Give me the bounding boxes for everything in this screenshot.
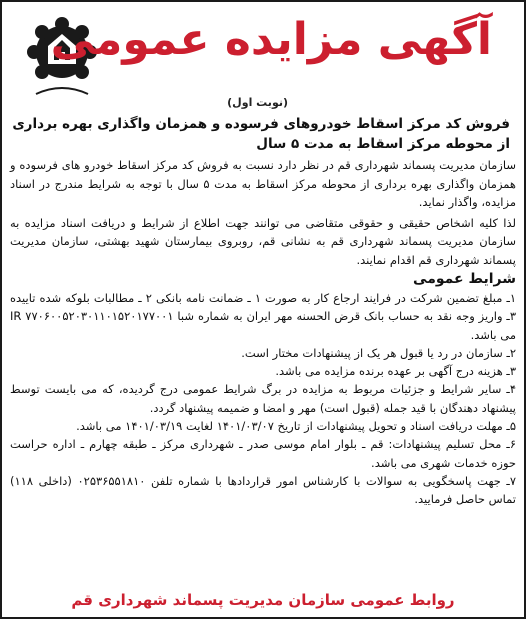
- notice-round: (نوبت اول): [227, 96, 288, 109]
- condition-item-2: ۲ـ سازمان در رد یا قبول هر یک از پیشنهادات مختار است.: [241, 345, 516, 360]
- condition-item-3: ۳ـ هزینه درج آگهی بر عهده برنده مزایده می باشد.: [275, 364, 516, 379]
- condition-item-6: ۶ـ محل تسلیم پیشنهادات: قم ـ بلوار امام موسی صدر ـ شهرداری مرکز ـ طبقه چهارم ـ اداره حراست حوزه خدمات شهری می باشد.: [10, 437, 516, 470]
- condition-item-1: ۱ـ مبلغ تضمین شرکت در فرایند ارجاع کار به صورت ۱ ـ ضمانت نامه بانکی ۲ ـ مطالبات بلوکه شده تاییده ۳ـ واریز وجه نقد به حساب بانک قرض الحسنه مهر ایران به شماره شبا IR ۷۷۰۶۰۰۵۲۰۳۰۱۱۰۱۵۲۰۱۷۷۰۰۱ می باشد.: [10, 291, 516, 342]
- intro-paragraph-2: لذا کلیه اشخاص حقیقی و حقوقی متقاضی می توانند جهت اطلاع از شرایط و دریافت اسناد مزایده به سازمان مدیریت پسماند شهرداری قم به نشانی قم، روبروی بیمارستان شهید بهشتی، سازمان مدیریت پسماند شهرداری قم اقدام نمایند.: [10, 215, 516, 267]
- notice-footer: روابط عمومی سازمان مدیریت پسماند شهرداری قم: [71, 591, 455, 609]
- notice-title: آگهی مزایده عمومی: [50, 14, 492, 65]
- conditions-title: شرایط عمومی: [413, 271, 516, 287]
- notice-header: [10, 8, 516, 109]
- condition-item-7: ۷ـ جهت پاسخگویی به سوالات با کارشناس امور قراردادها با شماره تلفن ۰۲۵۳۶۵۵۱۸۱۰ (داخلی ۱۱۸) تماس حاصل فرمایید.: [10, 473, 516, 507]
- notice-subtitle: فروش کد مرکز اسقاط خودروهای فرسوده و همزمان واگذاری بهره برداری از محوطه مرکز اسقاط به مدت ۵ سال: [12, 116, 510, 152]
- condition-item-4: ۴ـ سایر شرایط و جزئیات مربوط به مزایده در برگ شرایط عمومی درج گردیده، که می بایست توسط پیشنهاد دهندگان با قید جمله (قبول است) مهر و امضا و ضمیمه پیشنهاد گردد.: [10, 382, 516, 415]
- condition-item-5: ۵ـ مهلت دریافت اسناد و تحویل پیشنهادات از تاریخ ۱۴۰۱/۰۳/۰۷ لغایت ۱۴۰۱/۰۳/۱۹ می باشد.: [76, 419, 516, 434]
- intro-paragraph-1: سازمان مدیریت پسماند شهرداری قم در نظر دارد نسبت به فروش کد مرکز اسقاط خودرو های فرسوده و همزمان واگذاری بهره برداری از محوطه مرکز اسقاط به مدت ۵ سال با توجه به شرایط مندرج در اسناد مزایده، واگذار نماید.: [10, 158, 516, 209]
